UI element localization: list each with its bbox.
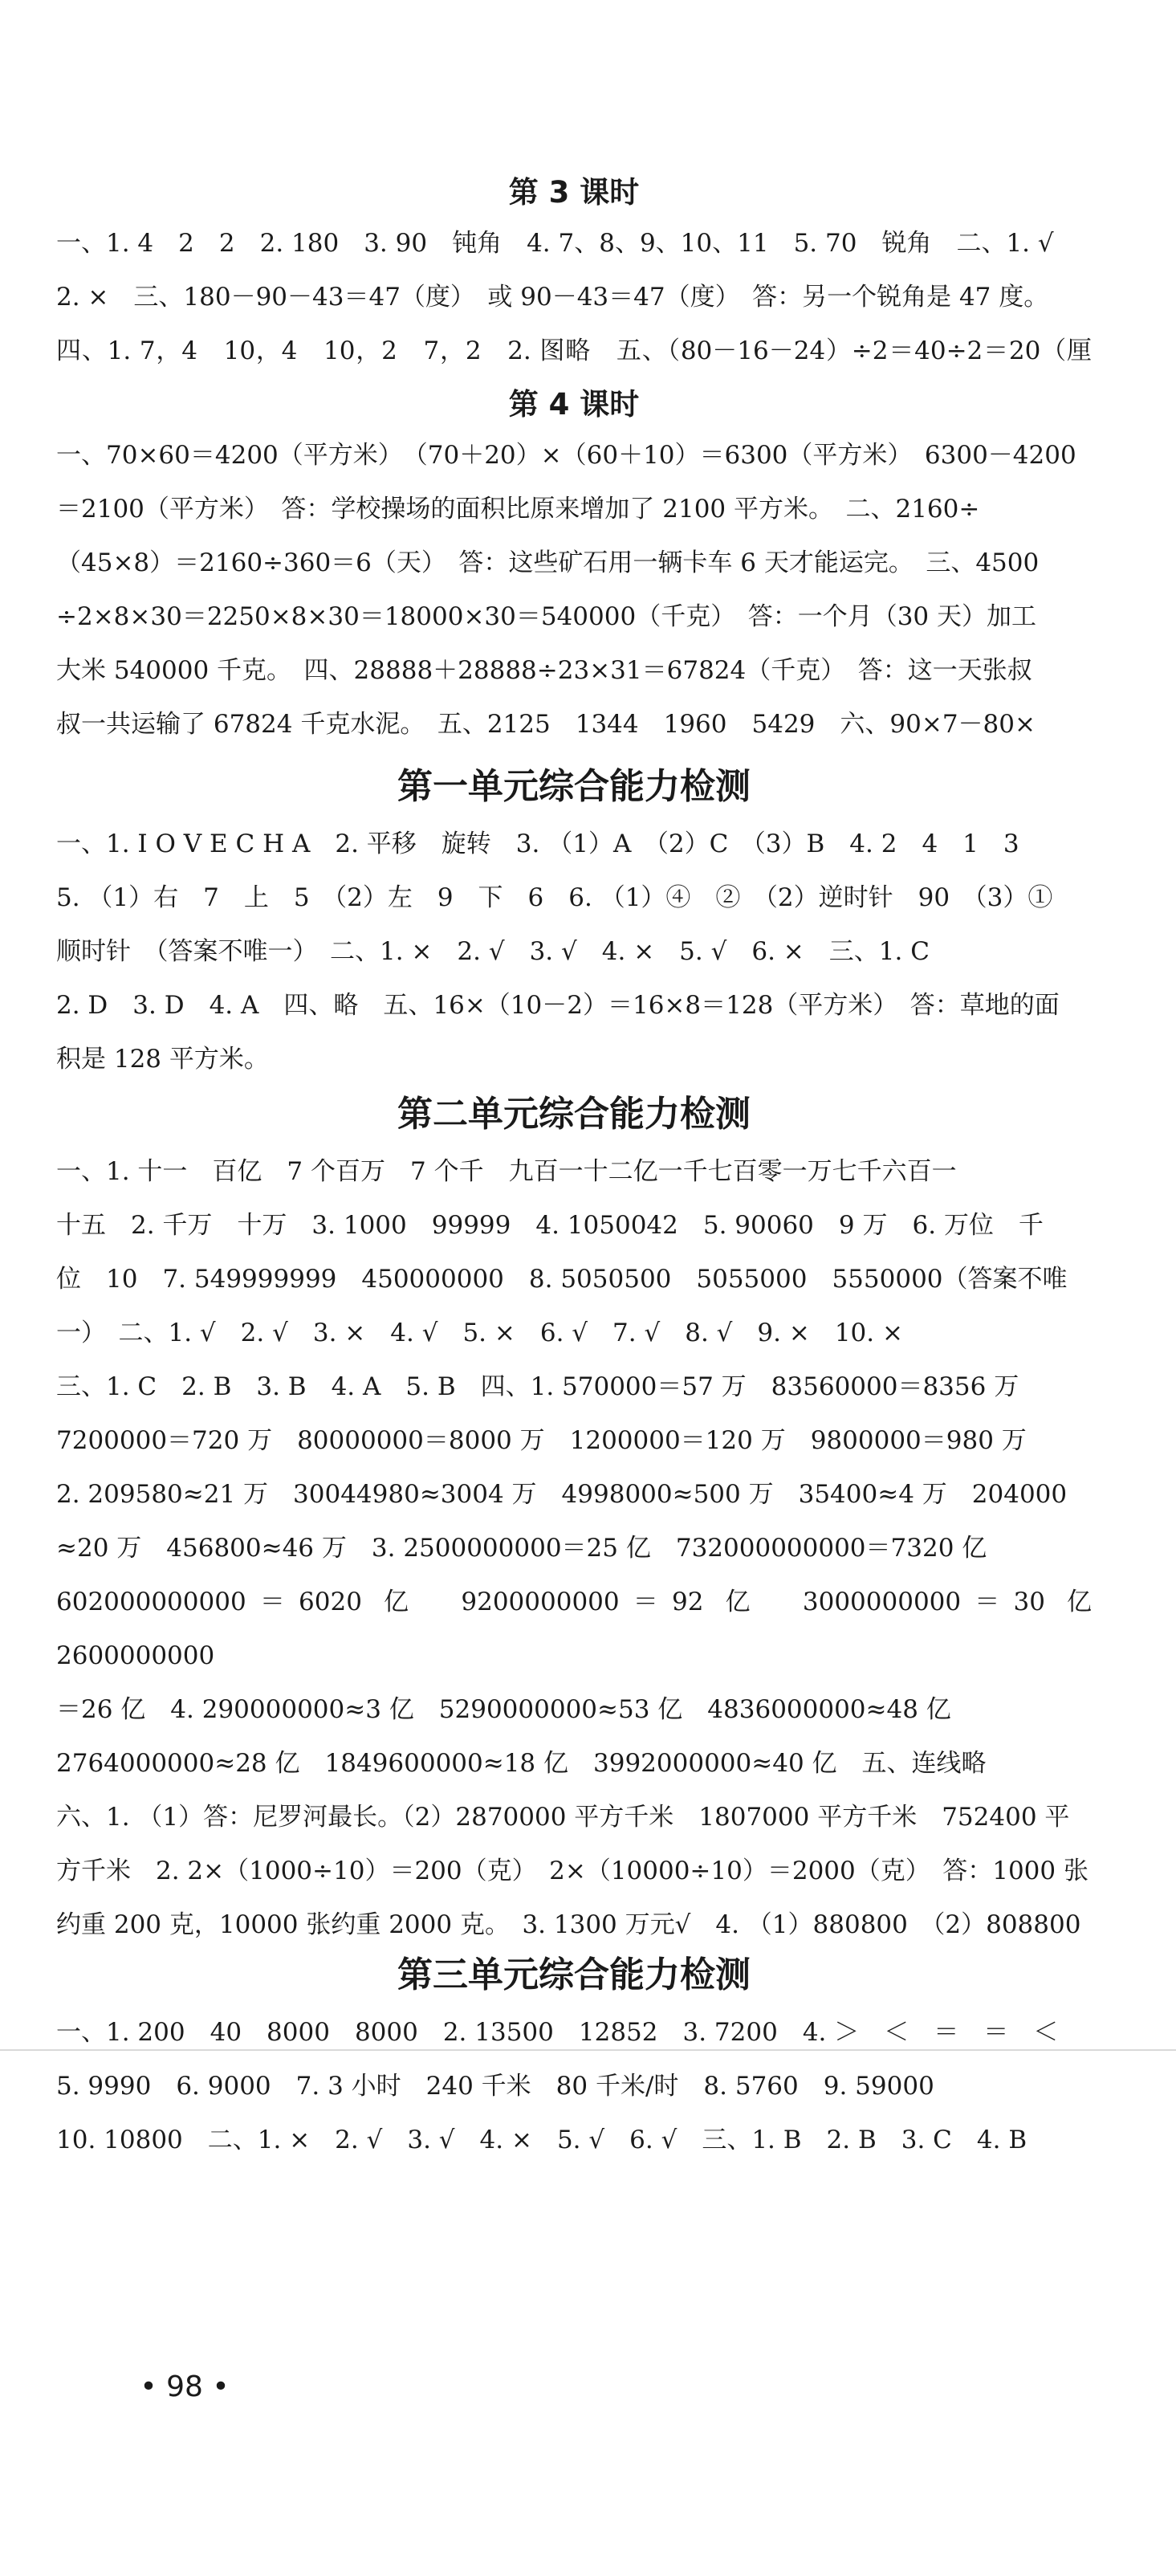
- answer-line: 六、1. （1）答：尼罗河最长。（2）2870000 平方千米 1807000 平方千米 752400 平: [56, 1803, 1070, 1832]
- section-lesson-4: [56, 381, 1092, 756]
- answer-line: 积是 128 平方米。: [56, 1045, 269, 1074]
- answer-line: 一、1. 200 40 8000 8000 2. 13500 12852 3. 7200 4. ＞ ＜ ＝ ＝ ＜: [56, 2018, 1059, 2047]
- answer-line: 2. D 3. D 4. A 四、略 五、16×（10－2）＝16×8＝128（平方米） 答：草地的面: [56, 991, 1060, 1020]
- answer-line: 一、1. 十一 百亿 7 个百万 7 个千 九百一十二亿一千七百零一万七千六百一: [56, 1157, 957, 1186]
- answer-line: 10. 10800 二、1. × 2. √ 3. √ 4. × 5. √ 6. √ 三、1. B 2. B 3. C 4. B: [56, 2126, 1027, 2154]
- section-body: [56, 217, 1092, 381]
- answer-line: 602000000000＝6020 亿 9200000000＝92 亿 3000000000＝30 亿 2600000000: [56, 1588, 1092, 1670]
- answer-line: 约重 200 克，10000 张约重 2000 克。 3. 1300 万元√ 4. （1）880800 （2）808800: [56, 1910, 1081, 1939]
- answer-line: 四、1. 7，4 10，4 10，2 7，2 2. 图略 五、（80－16－24）÷2＝40÷2＝20（厘: [56, 336, 1092, 365]
- answer-line: ＝2100（平方米） 答：学校操场的面积比原来增加了 2100 平方米。 二、2160÷: [56, 495, 980, 524]
- answer-line: 一、1. 4 2 2 2. 180 3. 90 钝角 4. 7、8、9、10、11 5. 70 锐角 二、1. √: [56, 229, 1054, 258]
- section-body: [56, 1145, 1092, 1945]
- answer-line: 十五 2. 千万 十万 3. 1000 99999 4. 1050042 5. 90060 9 万 6. 万位 千: [56, 1211, 1044, 1240]
- answer-line: ≈20 万 456800≈46 万 3. 2500000000＝25 亿 732000000000＝7320 亿: [56, 1534, 987, 1563]
- section-lesson-3: [56, 169, 1092, 381]
- answer-line: 叔一共运输了 67824 千克水泥。 五、2125 1344 1960 5429 六、90×7－80×: [56, 710, 1036, 739]
- answer-line: （45×8）＝2160÷360＝6（天） 答：这些矿石用一辆卡车 6 天才能运完。 三、4500: [56, 548, 1040, 577]
- answer-line: 一、1. I O V E C H A 2. 平移 旋转 3. （1）A （2）C （3）B 4. 2 4 1 3: [56, 829, 1019, 858]
- section-title: 第 3 课时: [508, 175, 640, 210]
- section-title: 第 4 课时: [508, 387, 640, 422]
- section-body: [56, 429, 1092, 756]
- answer-line: 2. × 三、180－90－43＝47（度） 或 90－43＝47（度） 答：另一个锐角是 47 度。: [56, 283, 1049, 312]
- section-unit-1-test: [56, 756, 1092, 1084]
- answer-line: 5. （1）右 7 上 5 （2）左 9 下 6 6. （1）④ ② （2）逆时针 90 （3）①: [56, 883, 1053, 912]
- section-unit-3-test: [56, 1945, 1092, 2170]
- section-body: [56, 2006, 1092, 2167]
- answer-line: ＝26 亿 4. 290000000≈3 亿 5290000000≈53 亿 4836000000≈48 亿: [56, 1695, 951, 1724]
- section-title: 第一单元综合能力检测: [397, 766, 751, 807]
- answer-page: [56, 169, 1092, 2170]
- answer-line: 一、70×60＝4200（平方米） （70＋20）×（60＋10）＝6300（平方米） 6300－4200: [56, 441, 1076, 470]
- section-title: 第三单元综合能力检测: [397, 1954, 751, 1995]
- answer-line: 位 10 7. 549999999 450000000 8. 5050500 5055000 5550000（答案不唯: [56, 1265, 1068, 1294]
- section-title: 第二单元综合能力检测: [397, 1094, 751, 1135]
- answer-line: ÷2×8×30＝2250×8×30＝18000×30＝540000（千克） 答：一个月（30 天）加工: [56, 602, 1037, 631]
- section-body: [56, 817, 1092, 1084]
- answer-line: 一） 二、1. √ 2. √ 3. × 4. √ 5. × 6. √ 7. √ 8. √ 9. × 10. ×: [56, 1319, 903, 1347]
- page-number: • 98 •: [140, 2370, 230, 2403]
- section-unit-2-test: [56, 1084, 1092, 1945]
- answer-line: 方千米 2. 2×（1000÷10）＝200（克） 2×（10000÷10）＝2000（克） 答：1000 张: [56, 1857, 1089, 1885]
- answer-line: 大米 540000 千克。 四、28888＋28888÷23×31＝67824（千克） 答：这一天张叔: [56, 656, 1032, 685]
- answer-line: 2764000000≈28 亿 1849600000≈18 亿 3992000000≈40 亿 五、连线略: [56, 1749, 987, 1778]
- answer-line: 7200000＝720 万 80000000＝8000 万 1200000＝120 万 9800000＝980 万: [56, 1426, 1027, 1455]
- answer-line: 三、1. C 2. B 3. B 4. A 5. B 四、1. 570000＝57 万 83560000＝8356 万: [56, 1372, 1019, 1401]
- answer-line: 顺时针 （答案不唯一） 二、1. × 2. √ 3. √ 4. × 5. √ 6. × 三、1. C: [56, 937, 930, 966]
- answer-line: 2. 209580≈21 万 30044980≈3004 万 4998000≈500 万 35400≈4 万 204000: [56, 1480, 1068, 1509]
- answer-line: 5. 9990 6. 9000 7. 3 小时 240 千米 80 千米/时 8. 5760 9. 59000: [56, 2072, 934, 2101]
